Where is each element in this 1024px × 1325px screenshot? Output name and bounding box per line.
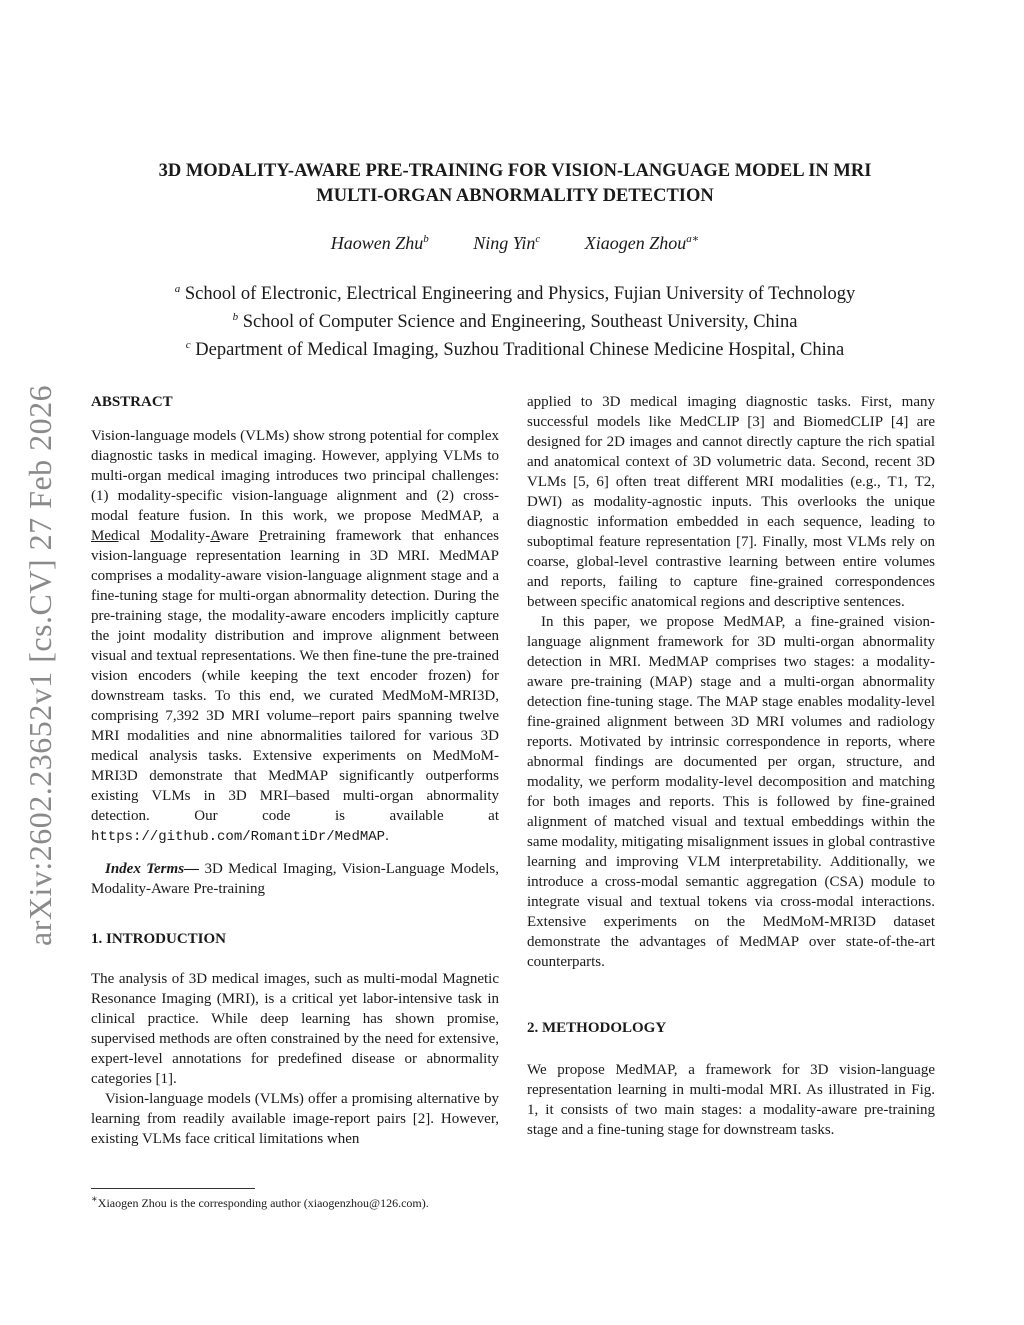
arxiv-identifier: arXiv:2602.23652v1 [cs.CV] 27 Feb 2026: [22, 384, 58, 946]
footnote: ∗Xiaogen Zhou is the corresponding author (xiaogenzhou@126.com).: [91, 1194, 429, 1210]
abstract-heading: ABSTRACT: [91, 394, 173, 410]
footnote-rule: [91, 1188, 255, 1189]
index-terms: Index Terms— 3D Medical Imaging, Vision-Language Models, Modality-Aware Pre-training: [91, 861, 499, 897]
methodology-paragraph-1: We propose MedMAP, a framework for 3D vision-language representation learning in multi-modal MRI. As illustrated in Fig. 1, it consists of two main stages: a modality-aware pre-training stage and a fine-tuning stage for downstream tasks.: [527, 1062, 935, 1138]
affiliation-list: [80, 278, 950, 362]
intro-paragraph-3: In this paper, we propose MedMAP, a fine-grained vision-language alignment framework for 3D multi-organ abnormality detection in MRI. MedMAP comprises two stages: a modality-aware pre-training (MAP) stage and a multi-organ abnormality detection fine-tuning stage. The MAP stage enables modality-level fine-grained alignment between 3D MRI volumes and radiology reports. Motivated by intrinsic correspondence in reports, where abnormal findings are documented per organ, structure, and modality, we perform modality-level decomposition and matching for both images and reports. This is followed by fine-grained alignment of matched visual and textual embeddings within the same modality, mitigating misalignment issues in global contrastive learning and improving VLM interpretability. Additionally, we introduce a cross-modal semantic aggregation (CSA) module to integrate visual and textual tokens via cross-modal interactions. Extensive experiments on the MedMoM-MRI3D dataset demonstrate the advantages of MedMAP over state-of-the-art counterparts.: [527, 614, 935, 970]
title-line-1: 3D MODALITY-AWARE PRE-TRAINING FOR VISION-LANGUAGE MODEL IN MRI: [158, 161, 872, 181]
intro-heading: 1. INTRODUCTION: [91, 931, 227, 947]
intro-paragraph-2: Vision-language models (VLMs) offer a promising alternative by learning from readily available image-report pairs [2]. However, existing VLMs face critical limitations when: [91, 1091, 499, 1147]
affiliation-a: $^a$ School of Electronic, Electrical Engineering and Physics, Fujian University of Technology: [174, 283, 856, 305]
affiliation-c: $^c$ Department of Medical Imaging, Suzhou Traditional Chinese Medicine Hospital, China: [185, 339, 845, 361]
title-line-2: MULTI-ORGAN ABNORMALITY DETECTION: [316, 186, 714, 206]
affiliation-b: $^b$ School of Computer Science and Engineering, Southeast University, China: [232, 311, 798, 333]
author-list: [100, 232, 930, 254]
author-1: Haowen Zhu$^b$: [330, 233, 429, 253]
abstract-text: Vision-language models (VLMs) show strong potential for complex diagnostic tasks in medical imaging. However, applying VLMs to multi-organ medical imaging introduces two principal challenges: (1) modality-specific vision-language alignment and (2) cross-modal feature fusion. In this work, we propose MedMAP, a Medical Modality-Aware Pretraining framework that enhances vision-language representation learning in 3D MRI. MedMAP comprises a modality-aware vision-language alignment stage and a fine-tuning stage for multi-organ abnormality detection. During the pre-training stage, the modality-aware encoders implicitly capture the joint modality distribution and improve alignment between visual and textual representations. We then fine-tune the pre-trained vision encoders (while keeping the text encoder frozen) for downstream tasks. To this end, we curated MedMoM-MRI3D, comprising 7,392 3D MRI volume–report pairs spanning twelve MRI modalities and nine abnormalities tailored for various 3D medical analysis tasks. Extensive experiments on MedMoM-MRI3D demonstrate that MedMAP significantly outperforms existing VLMs in 3D MRI–based multi-organ abnormality detection. Our code is available at https://github.com/RomantiDr/MedMAP.: [91, 428, 499, 845]
code-link[interactable]: https://github.com/RomantiDr/MedMAP: [91, 829, 386, 845]
author-3: Xiaogen Zhou$^{a∗}$: [584, 233, 700, 253]
author-2: Ning Yin$^c$: [473, 233, 541, 253]
right-column: [527, 392, 935, 1140]
intro-paragraph-2-continued: applied to 3D medical imaging diagnostic tasks. First, many successful models like MedCLIP [3] and BiomedCLIP [4] are designed for 2D images and cannot directly capture the rich spatial and anatomical context of 3D volumetric data. Second, recent 3D VLMs [5, 6] often treat different MRI modalities (e.g., T1, T2, DWI) as modality-agnostic inputs. This overlooks the unique diagnostic information embedded in each sequence, leading to suboptimal feature representation [7]. Finally, most VLMs rely on coarse, global-level contrastive learning between entire volumes and reports, failing to capture fine-grained correspondences between specific anatomical regions and descriptive sentences.: [527, 394, 935, 610]
intro-paragraph-1: The analysis of 3D medical images, such as multi-modal Magnetic Resonance Imaging (MRI), is a critical yet labor-intensive task in clinical practice. While deep learning has shown promise, supervised methods are often constrained by the need for extensive, expert-level annotations for predefined disease or abnormality categories [1].: [91, 971, 499, 1087]
left-column: [91, 392, 499, 1149]
methodology-heading: 2. METHODOLOGY: [527, 1020, 667, 1036]
paper-title: [100, 159, 930, 209]
